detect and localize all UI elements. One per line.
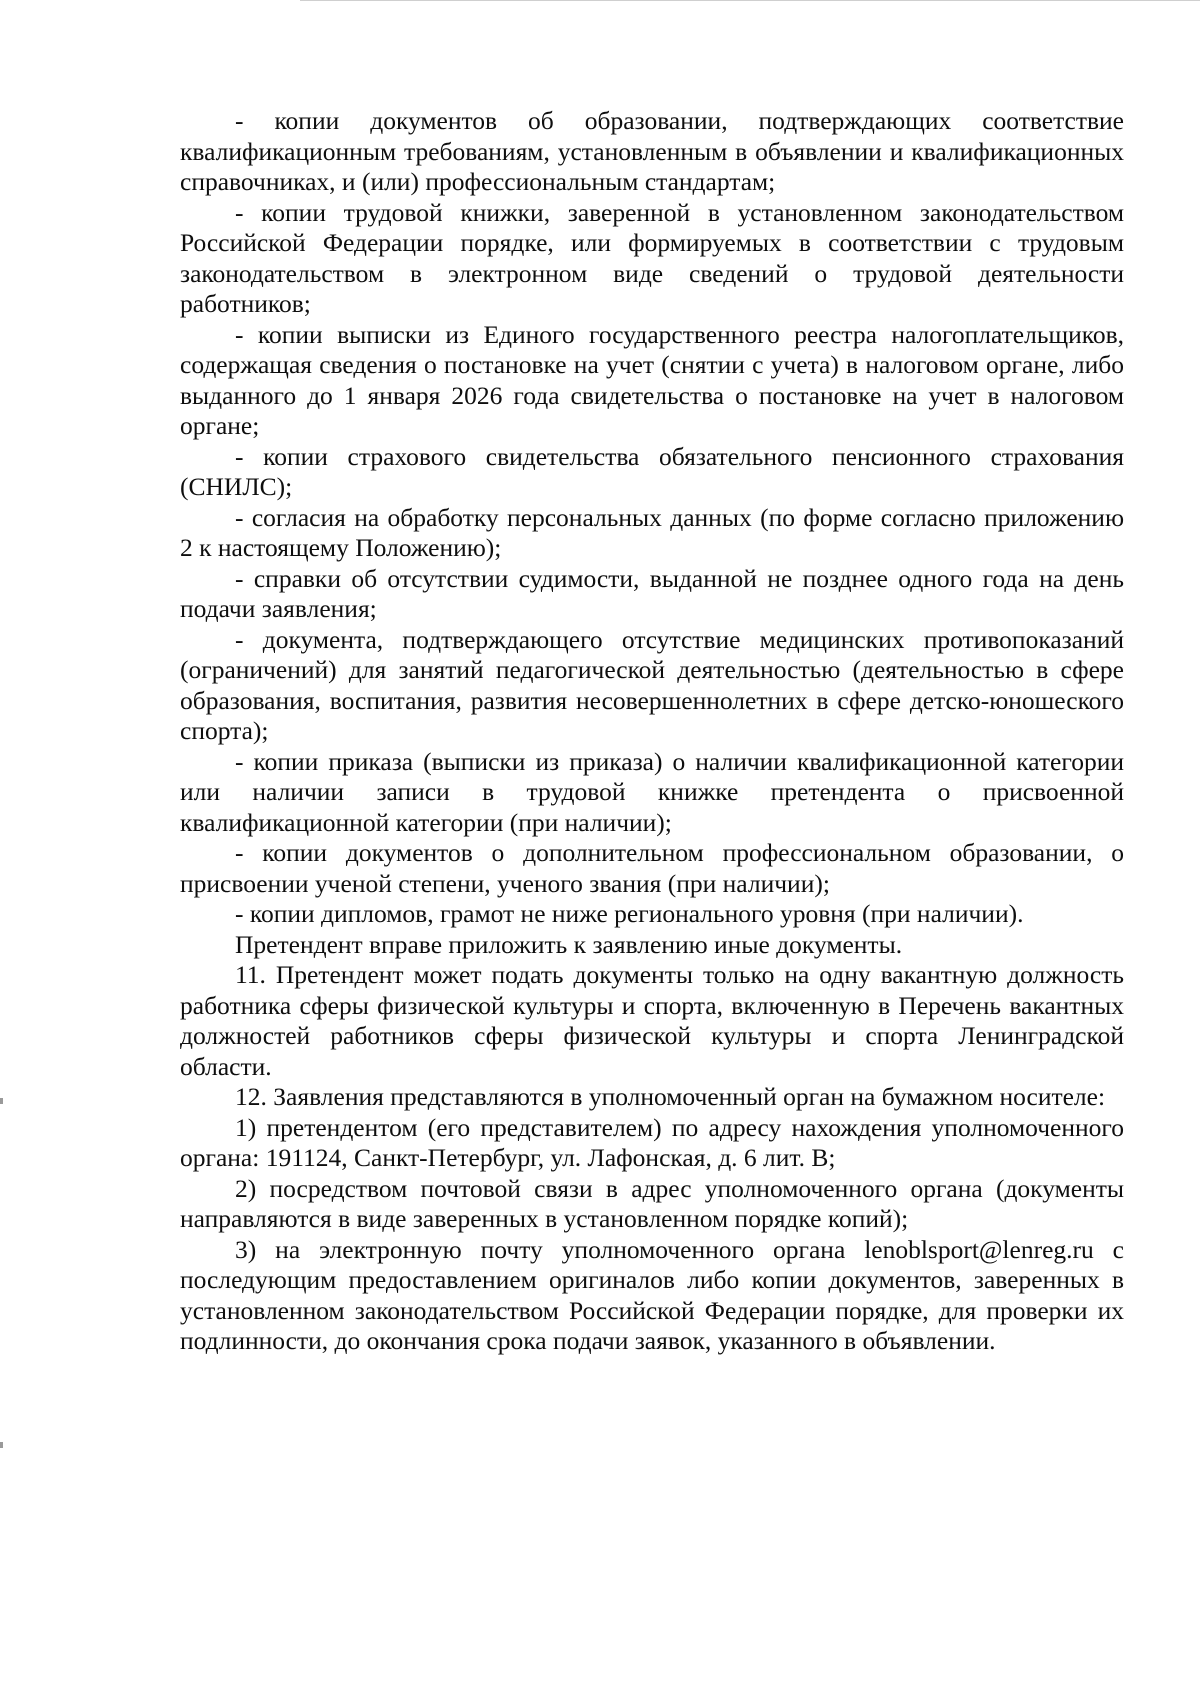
paragraph-additional-education: - копии документов о дополнительном профессиональном образовании, о присвоении ученой степени, ученого звания (при наличии); — [180, 838, 1124, 898]
paragraph-clause-12-item-1: 1) претендентом (его представителем) по адресу нахождения уполномоченного органа: 191124, Санкт-Петербург, ул. Лафонская, д. 6 лит. В; — [180, 1112, 1124, 1172]
scan-margin-mark — [0, 1442, 3, 1448]
scan-edge-line — [300, 0, 1200, 1]
paragraph-clause-12-item-3: 3) на электронную почту уполномоченного органа lenoblsport@lenreg.ru с последующим предоставлением оригиналов либо копии документов, заверенных в установленном законодательством Российской Федерации порядке, для проверки их подлинности, до окончания срока подачи заявок, указанного в объявлении. — [180, 1234, 1124, 1355]
paragraph-criminal-record: - справки об отсутствии судимости, выданной не позднее одного года на день подачи заявления; — [180, 563, 1124, 623]
paragraph-qualification-category: - копии приказа (выписки из приказа) о наличии квалификационной категории или наличии записи в трудовой книжке претендента о присвоенной квалификационной категории (при наличии); — [180, 746, 1124, 837]
paragraph-snils: - копии страхового свидетельства обязательного пенсионного страхования (СНИЛС); — [180, 441, 1124, 501]
scan-margin-mark — [0, 1098, 3, 1104]
paragraph-medical: - документа, подтверждающего отсутствие медицинских противопоказаний (ограничений) для занятий педагогической деятельностью (деятельностью в сфере образования, воспитания, развития несовершеннолетних в сфере детско-юношеского спорта); — [180, 624, 1124, 745]
paragraph-tax-registry: - копии выписки из Единого государственного реестра налогоплательщиков, содержащая сведения о постановке на учет (снятии с учета) в налоговом органе, либо выданного до 1 января 2026 года свидетельства о постановке на учет в налоговом органе; — [180, 319, 1124, 440]
paragraph-other-documents: Претендент вправе приложить к заявлению иные документы. — [235, 929, 903, 959]
document-body — [180, 106, 1124, 1357]
paragraph-personal-data-consent: - согласия на обработку персональных данных (по форме согласно приложению 2 к настоящему Положению); — [180, 502, 1124, 562]
paragraph-clause-12: 12. Заявления представляются в уполномоченный орган на бумажном носителе: — [235, 1082, 1106, 1111]
paragraph-work-book: - копии трудовой книжки, заверенной в установленном законодательством Российской Федерации порядке, или формируемых в соответствии с трудовым законодательством в электронном виде сведений о трудовой деятельности работников; — [180, 197, 1124, 318]
paragraph-clause-12-item-2: 2) посредством почтовой связи в адрес уполномоченного органа (документы направляются в виде заверенных в установленном порядке копий); — [180, 1173, 1124, 1233]
paragraph-education-docs: - копии документов об образовании, подтверждающих соответствие квалификационным требованиям, установленным в объявлении и квалификационных справочниках, и (или) профессиональным стандартам; — [180, 106, 1124, 196]
paragraph-diplomas: - копии дипломов, грамот не ниже регионального уровня (при наличии). — [235, 899, 1024, 928]
paragraph-clause-11: 11. Претендент может подать документы только на одну вакантную должность работника сферы физической культуры и спорта, включенную в Перечень вакантных должностей работников сферы физической культуры и спорта Ленинградской области. — [180, 960, 1124, 1081]
